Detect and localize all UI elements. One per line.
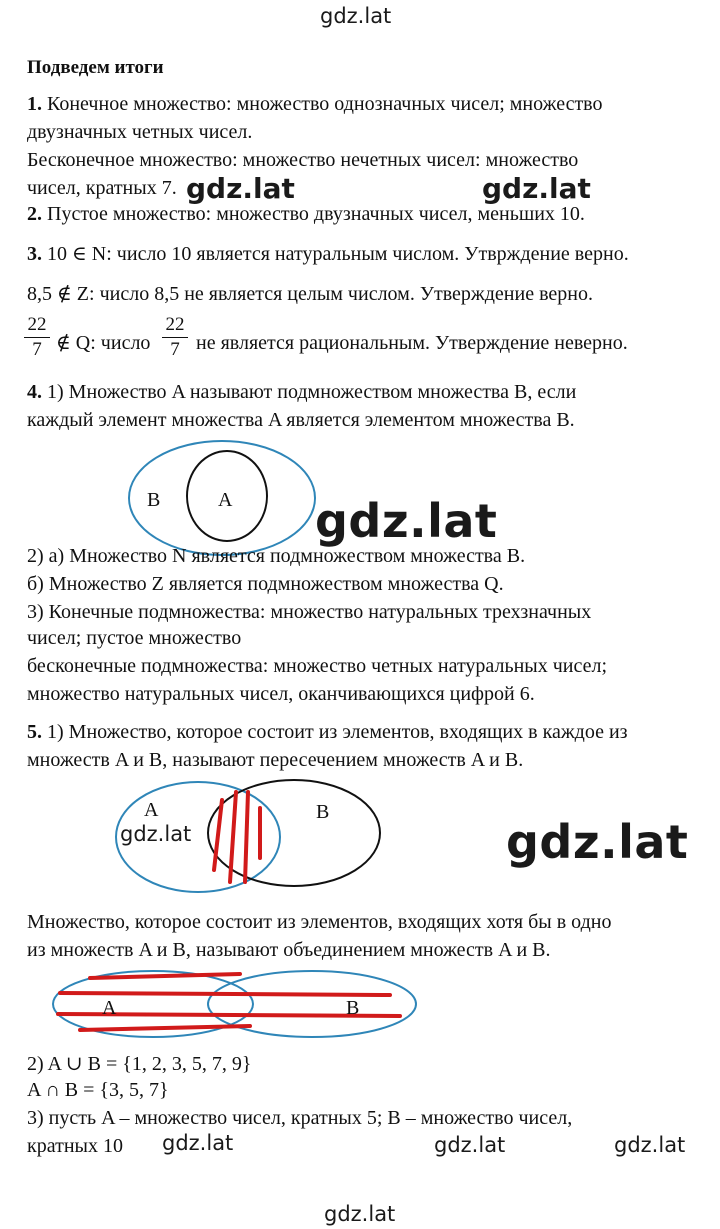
page-title: Подведем итоги [27,57,164,78]
fraction-numerator: 22 [27,314,47,335]
s2-number: 2. [27,203,42,225]
s1-number: 1. [27,93,42,115]
set-b-label: B [346,997,360,1019]
watermark-s5-big: gdz.lat [506,815,689,869]
watermark-bottom-right: gdz.lat [614,1133,686,1157]
s5-number: 5. [27,721,42,743]
s4-line3: 2) а) Множество N является подмножеством множества B. [27,545,526,567]
fraction-22-7-first [22,314,52,361]
s5-line2: множеств A и B, называют пересечением множеств A и B. [27,749,524,771]
s1-line1-text: Конечное множество: множество однозначных чисел; множество [42,93,603,115]
s4-line8: множество натуральных чисел, оканчивающихся цифрой 6. [27,683,535,705]
fraction-22-7-second [160,314,190,361]
s5-line7: 3) пусть A – множество чисел, кратных 5; B – множество чисел, [27,1107,573,1129]
s3-line3-b: не является рациональным. Утверждение неверно. [196,332,628,354]
s4-line6: чисел; пустое множество [27,627,242,649]
s3-number: 3. [27,243,42,265]
fraction-denominator: 7 [32,339,42,360]
watermark-s5-small: gdz.lat [120,822,192,846]
s1-line3: Бесконечное множество: множество нечетных чисел: множество [27,149,579,171]
watermark-s1-left: gdz.lat [186,172,295,205]
fraction-denominator: 7 [170,339,180,360]
s1-line2: двузначных четных чисел. [27,121,253,143]
watermark-top: gdz.lat [320,4,392,28]
s4-line1 [27,380,576,404]
s5-line4: из множеств A и B, называют объединением множеств A и B. [27,939,551,961]
s4-line2: каждый элемент множества A является элементом множества B. [27,409,575,431]
fraction-numerator: 22 [165,314,185,335]
s5-line1 [27,720,628,744]
watermark-s4: gdz.lat [315,494,498,548]
s1-line1 [27,92,603,116]
s4-line4: б) Множество Z является подмножеством множества Q. [27,573,504,595]
s5-line3: Множество, которое состоит из элементов, входящих хотя бы в одно [27,911,612,933]
s2-text: Пустое множество: множество двузначных чисел, меньших 10. [42,203,585,225]
s4-number: 4. [27,381,42,403]
subset-diagram [120,438,330,558]
watermark-s1-right: gdz.lat [482,172,591,205]
s3-line1-text: 10 ∈ N: число 10 является натуральным числом. Утврждение верно. [42,243,629,265]
set-a-label: A [102,997,117,1019]
s5-line1-text: 1) Множество, которое состоит из элементов, входящих в каждое из [42,721,628,743]
s2-line [27,202,585,226]
s3-line1 [27,242,629,266]
intersection-hatching [214,792,260,882]
s1-line4: чисел, кратных 7. [27,177,177,199]
s5-line8: кратных 10 [27,1135,123,1157]
s3-line3-a: ∉ Q: число [56,332,151,354]
watermark-footer: gdz.lat [324,1202,396,1226]
watermark-bottom-left: gdz.lat [162,1131,234,1155]
set-a-label: A [218,489,233,511]
s4-line5: 3) Конечные подмножества: множество натуральных трехзначных [27,601,592,623]
s4-line7: бесконечные подмножества: множество четных натуральных чисел; [27,655,608,677]
s3-line2: 8,5 ∉ Z: число 8,5 не является целым числом. Утверждение верно. [27,283,593,305]
union-diagram [50,968,420,1048]
s4-line1-text: 1) Множество A называют подмножеством множества B, если [42,381,577,403]
set-a-label: A [144,799,159,821]
s5-line6: A ∩ B = {3, 5, 7} [27,1079,169,1101]
s5-line5: 2) A ∪ B = {1, 2, 3, 5, 7, 9} [27,1053,252,1075]
set-b-label: B [147,489,161,511]
watermark-bottom-mid: gdz.lat [434,1133,506,1157]
set-b-label: B [316,801,330,823]
